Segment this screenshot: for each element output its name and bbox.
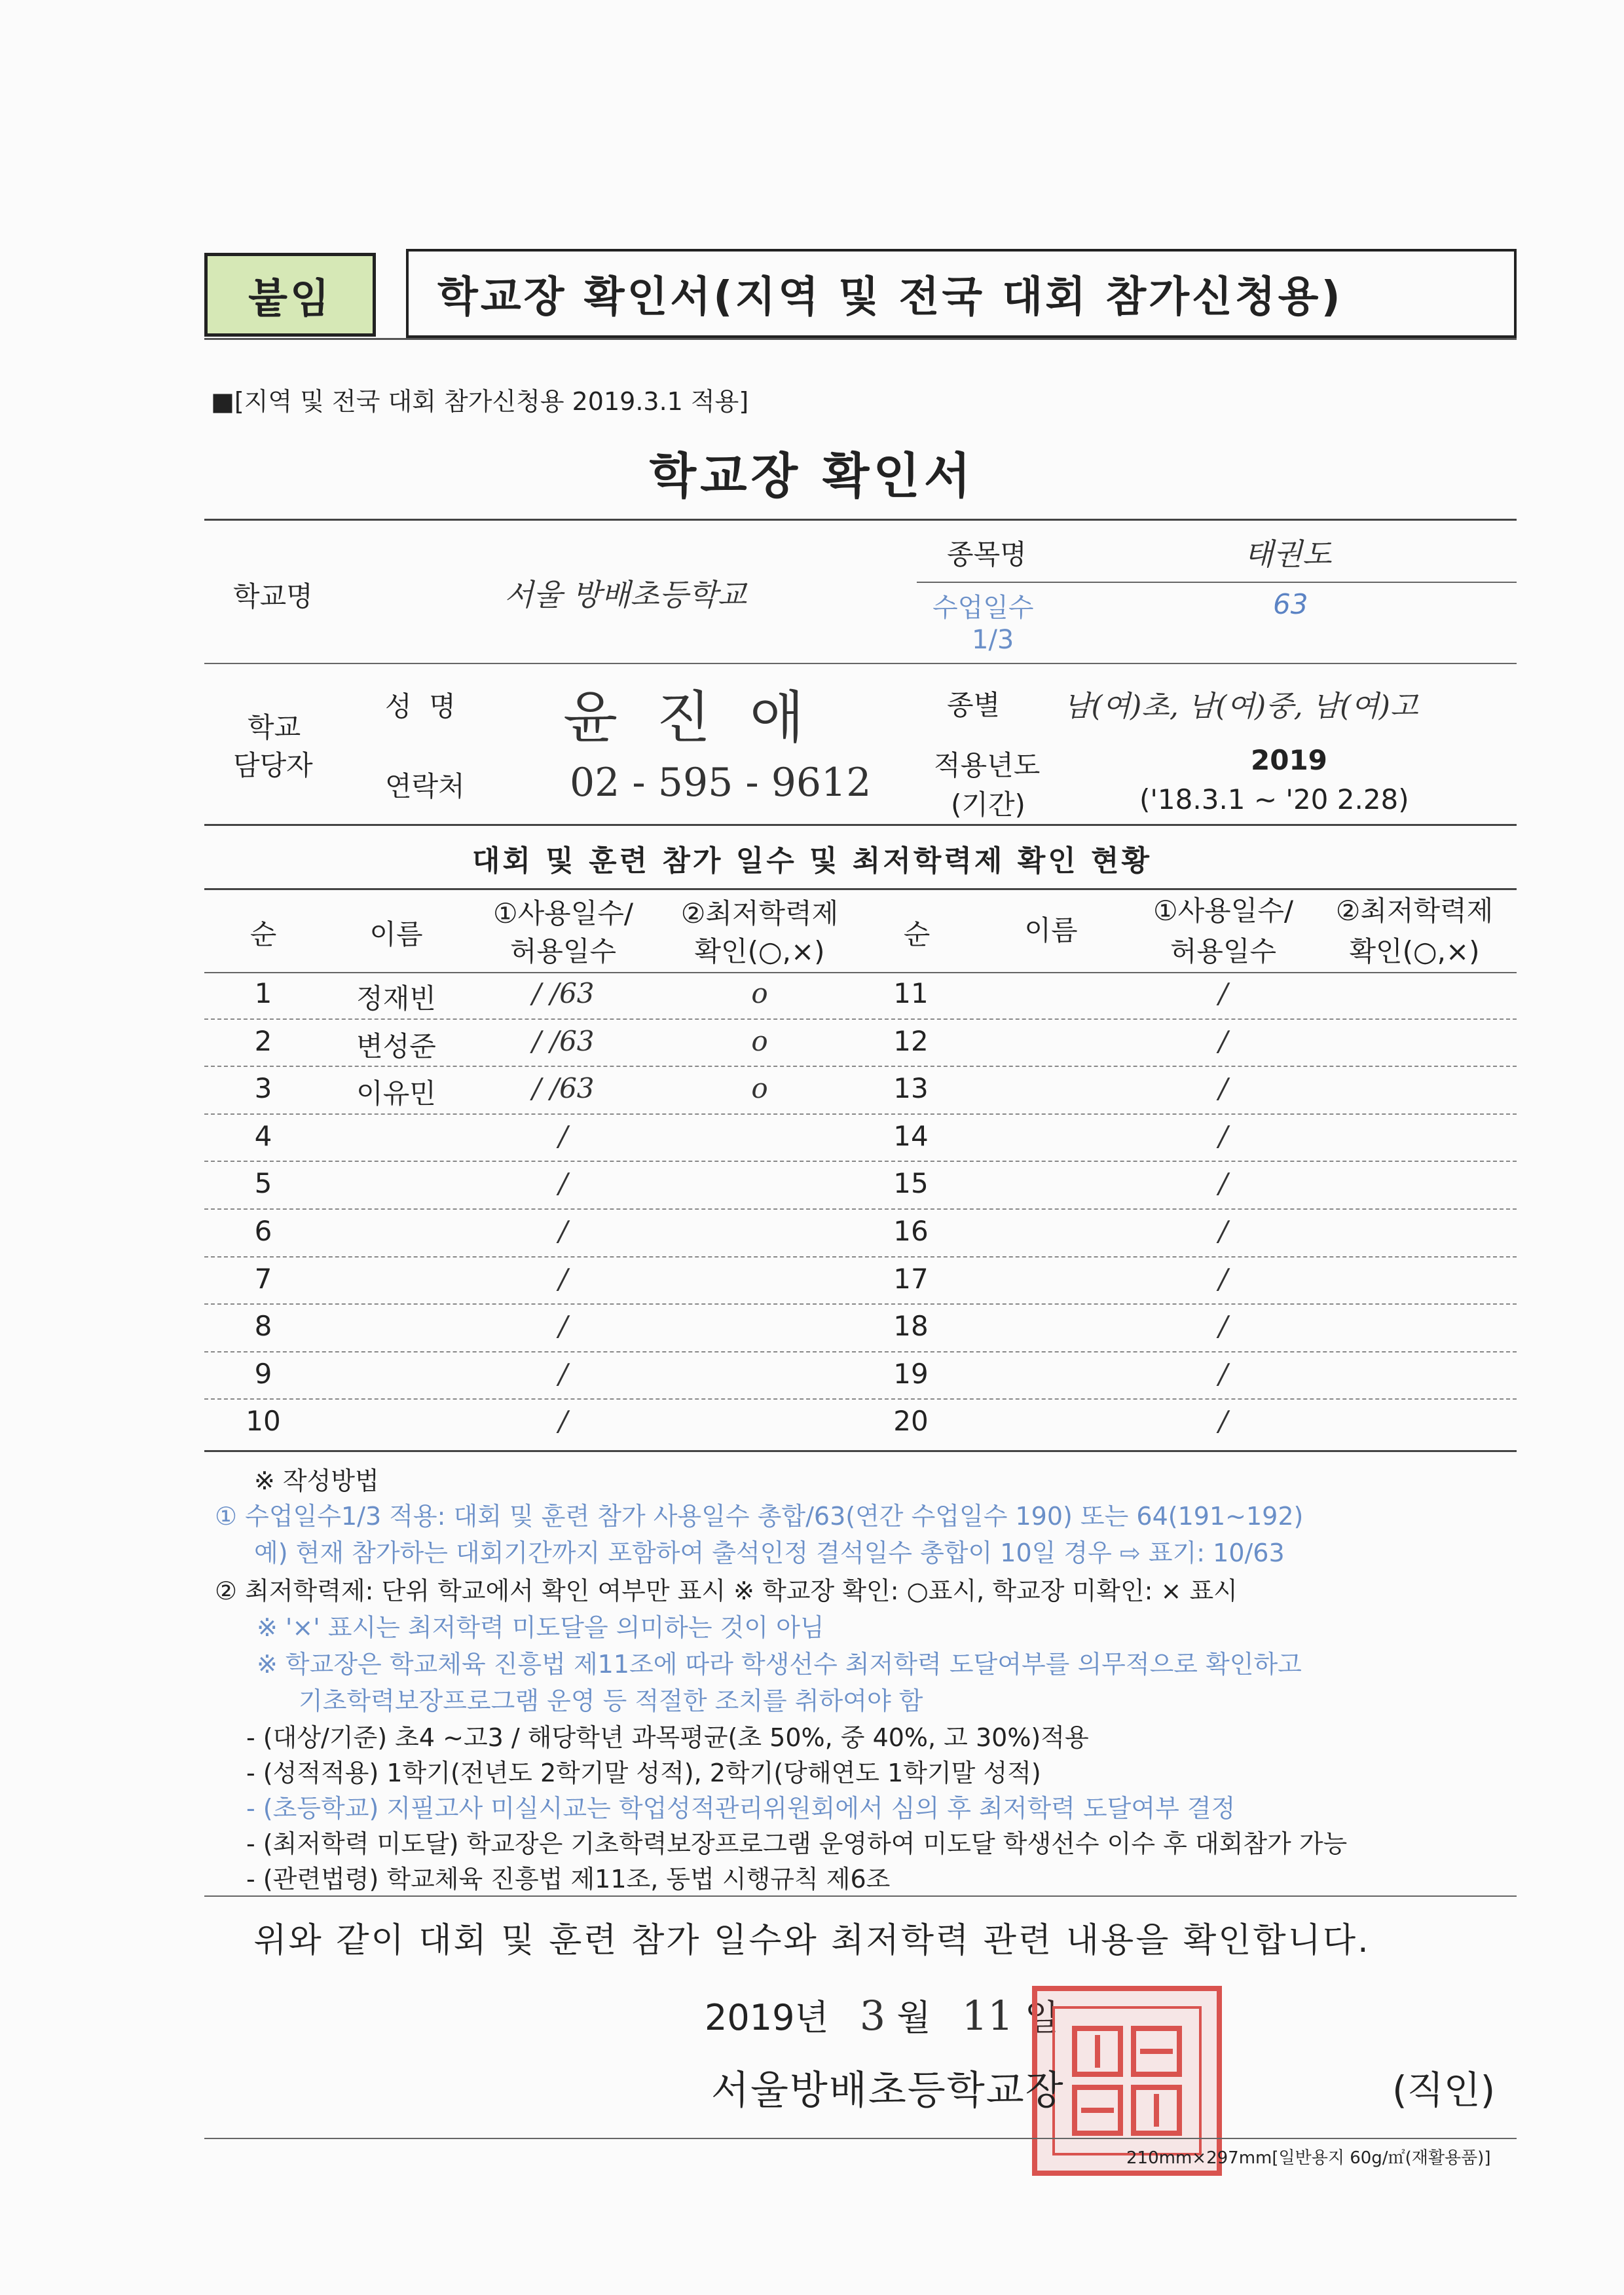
row-divider xyxy=(204,1303,1517,1305)
row-number: 13 xyxy=(893,1072,929,1104)
attachment-tag-text: 붙임 xyxy=(248,274,332,322)
used-days: / xyxy=(1218,1167,1228,1199)
row-number: 5 xyxy=(254,1167,272,1199)
row-number: 6 xyxy=(254,1215,272,1247)
table-bottom-rule xyxy=(204,1450,1517,1452)
used-days: / xyxy=(1218,1120,1228,1152)
row-number: 20 xyxy=(893,1405,929,1437)
used-days: / xyxy=(1218,1215,1228,1247)
info-top-rule xyxy=(204,519,1517,521)
header-days-1-right: ①사용일수/ xyxy=(1153,895,1294,927)
used-days: / xyxy=(1218,1263,1228,1295)
date-month-label: 월 xyxy=(896,1997,931,2038)
used-days: / xyxy=(558,1358,568,1390)
gender-value: 남(여)초, 남(여)중, 남(여)고 xyxy=(1063,690,1418,723)
signer-name: 서울방배초등학교장 xyxy=(711,2068,1065,2114)
row-number: 3 xyxy=(254,1072,272,1104)
gender-label: 종별 xyxy=(947,689,1001,721)
min-academic-check: o xyxy=(751,1072,768,1104)
row-number: 17 xyxy=(893,1263,929,1295)
notes-heading: ※ 작성방법 xyxy=(254,1466,379,1495)
used-days: / xyxy=(558,1167,568,1199)
sport-rule xyxy=(917,582,1517,583)
header-days-1-left: ①사용일수/ xyxy=(492,897,634,929)
header-days-2-left: 허용일수 xyxy=(509,935,617,967)
header-name-left: 이름 xyxy=(369,918,423,950)
table-header-rule xyxy=(204,972,1517,973)
used-days: / xyxy=(1218,1025,1228,1057)
row-number: 9 xyxy=(254,1358,272,1390)
row-number: 19 xyxy=(893,1358,929,1390)
row-number: 15 xyxy=(893,1167,929,1199)
sport-value: 태권도 xyxy=(1244,536,1332,572)
detail-5: - (관련법령) 학교체육 진흥법 제11조, 동법 시행규칙 제6조 xyxy=(246,1865,891,1894)
notes-bottom-rule xyxy=(204,1895,1517,1897)
date-day-label: 일 xyxy=(1024,1997,1059,2038)
detail-2: - (성적적용) 1학기(전년도 2학기말 성적), 2학기(당해연도 1학기말 성적) xyxy=(246,1759,1041,1787)
note-1a-text: ① 수업일수1/3 적용: 대회 및 훈련 참가 사용일수 총합/63(연간 수업일수 190) 또는 64(191~192) xyxy=(215,1502,1304,1531)
date-month-value: 3 xyxy=(859,1992,886,2040)
detail-4: - (최저학력 미도달) 학교장은 기초학력보장프로그램 운영하여 미도달 학생선수 이수 후 대회참가 가능 xyxy=(246,1829,1348,1858)
info-mid-rule xyxy=(204,663,1517,664)
manager-label-1: 학교 xyxy=(248,711,301,743)
row-divider xyxy=(204,1018,1517,1020)
contact-label: 연락처 xyxy=(385,770,465,802)
header-title-box xyxy=(406,249,1517,338)
used-days: / xyxy=(558,1120,568,1152)
seal-label: (직인) xyxy=(1392,2068,1496,2112)
row-number: 8 xyxy=(254,1310,272,1342)
school-label: 학교명 xyxy=(233,580,313,612)
header-name-right: 이름 xyxy=(1024,914,1078,946)
used-days: / xyxy=(1218,1072,1228,1104)
student-name: 변성준 xyxy=(356,1030,436,1062)
note-2b: ※ '×' 표시는 최저학력 미도달을 의미하는 것이 아님 xyxy=(257,1613,824,1642)
used-days: / xyxy=(1218,977,1228,1009)
note-1a xyxy=(215,1496,1303,1532)
row-divider xyxy=(204,1208,1517,1210)
row-number: 11 xyxy=(893,977,929,1009)
school-value: 서울 방배초등학교 xyxy=(504,577,747,612)
row-number: 1 xyxy=(254,977,272,1009)
row-number: 16 xyxy=(893,1215,929,1247)
header-days-2-right: 허용일수 xyxy=(1170,935,1277,967)
header-check-2-left: 확인(○,×) xyxy=(694,935,825,967)
header-no-left: 순 xyxy=(249,918,277,950)
row-divider xyxy=(204,1066,1517,1067)
used-days: / xyxy=(558,1215,568,1247)
used-days: / xyxy=(1218,1405,1228,1437)
seal-pattern-icon xyxy=(1068,2022,1186,2140)
row-number: 12 xyxy=(893,1025,929,1057)
used-days: / xyxy=(558,1405,568,1437)
row-divider xyxy=(204,1161,1517,1162)
row-divider xyxy=(204,1113,1517,1115)
detail-1: - (대상/기준) 초4 ~고3 / 해당학년 과목평균(초 50%, 중 40%, 고 30%)적용 xyxy=(246,1723,1089,1752)
attachment-tag xyxy=(204,253,376,337)
note-2a: ② 최저학력제: 단위 학교에서 확인 여부만 표시 ※ 학교장 확인: ○표시, 학교장 미확인: × 표시 xyxy=(215,1577,1238,1605)
detail-3: - (초등학교) 지필고사 미실시교는 학업성적관리위원회에서 심의 후 최저학력 도달여부 결정 xyxy=(246,1794,1236,1823)
used-days: / xyxy=(1218,1310,1228,1342)
note-1b: 예) 현재 참가하는 대회기간까지 포함하여 출석인정 결석일수 총합이 10일 경우 ⇨ 표기: 10/63 xyxy=(254,1539,1285,1567)
used-days: / /63 xyxy=(532,1025,595,1057)
header-check-1-right: ②최저학력제 xyxy=(1335,895,1494,927)
header-no-right: 순 xyxy=(903,918,931,950)
note-2d: 기초학력보장프로그램 운영 등 적절한 조치를 취하여야 함 xyxy=(299,1687,923,1715)
row-divider xyxy=(204,1398,1517,1400)
used-days: / xyxy=(1218,1358,1228,1390)
used-days: / /63 xyxy=(532,977,595,1009)
row-number: 14 xyxy=(893,1120,929,1152)
row-number: 2 xyxy=(254,1025,272,1057)
date-day-value: 11 xyxy=(961,1992,1014,2040)
used-days: / xyxy=(558,1263,568,1295)
row-number: 7 xyxy=(254,1263,272,1295)
note-2c: ※ 학교장은 학교체육 진흥법 제11조에 따라 학생선수 최저학력 도달여부를 의무적으로 확인하고 xyxy=(257,1650,1302,1679)
student-name: 이유민 xyxy=(356,1077,436,1110)
used-days: / /63 xyxy=(532,1072,595,1104)
days-label-1: 수업일수 xyxy=(932,593,1034,623)
row-number: 18 xyxy=(893,1310,929,1342)
year-label-1: 적용년도 xyxy=(934,749,1041,781)
student-name: 정재빈 xyxy=(356,982,436,1015)
date-year: 2019년 xyxy=(705,1997,829,2038)
row-divider xyxy=(204,1351,1517,1353)
row-number: 4 xyxy=(254,1120,272,1152)
seal-inner xyxy=(1052,2006,1202,2155)
min-academic-check: o xyxy=(751,977,768,1009)
footer-paper-spec: 210mm×297mm[일반용지 60g/㎡(재활용품)] xyxy=(1126,2148,1491,2168)
header-check-2-right: 확인(○,×) xyxy=(1349,935,1480,967)
contact-value: 02 - 595 - 9612 xyxy=(570,760,872,806)
footer-rule xyxy=(204,2138,1517,2139)
days-value: 63 xyxy=(1273,588,1308,620)
header-check-1-left: ②최저학력제 xyxy=(680,897,839,929)
year-value-2: ('18.3.1 ~ '20 2.28) xyxy=(1139,783,1409,815)
manager-label-2: 담당자 xyxy=(233,749,313,781)
status-title: 대회 및 훈련 참가 일수 및 최저학력제 확인 현황 xyxy=(471,844,1153,878)
subtitle-note: ■[지역 및 전국 대회 참가신청용 2019.3.1 적용] xyxy=(211,387,749,416)
used-days: / xyxy=(558,1310,568,1342)
date-line xyxy=(705,1990,1059,2040)
header-title: 학교장 확인서(지역 및 전국 대회 참가신청용) xyxy=(437,273,1343,322)
row-number: 10 xyxy=(246,1405,281,1437)
info-bottom-rule xyxy=(204,824,1517,826)
min-academic-check: o xyxy=(751,1025,768,1057)
row-divider xyxy=(204,1256,1517,1258)
document-title: 학교장 확인서 xyxy=(649,448,975,504)
name-label: 성 명 xyxy=(385,690,456,722)
year-label-2: (기간) xyxy=(951,789,1025,821)
sport-label: 종목명 xyxy=(947,538,1027,570)
confirm-text: 위와 같이 대회 및 훈련 참가 일수와 최저학력 관련 내용을 확인합니다. xyxy=(253,1921,1371,1960)
name-value: 윤 진 애 xyxy=(563,685,815,751)
header-rule xyxy=(204,338,1517,340)
year-value-1: 2019 xyxy=(1251,744,1327,776)
days-label-2: 1/3 xyxy=(972,625,1014,655)
